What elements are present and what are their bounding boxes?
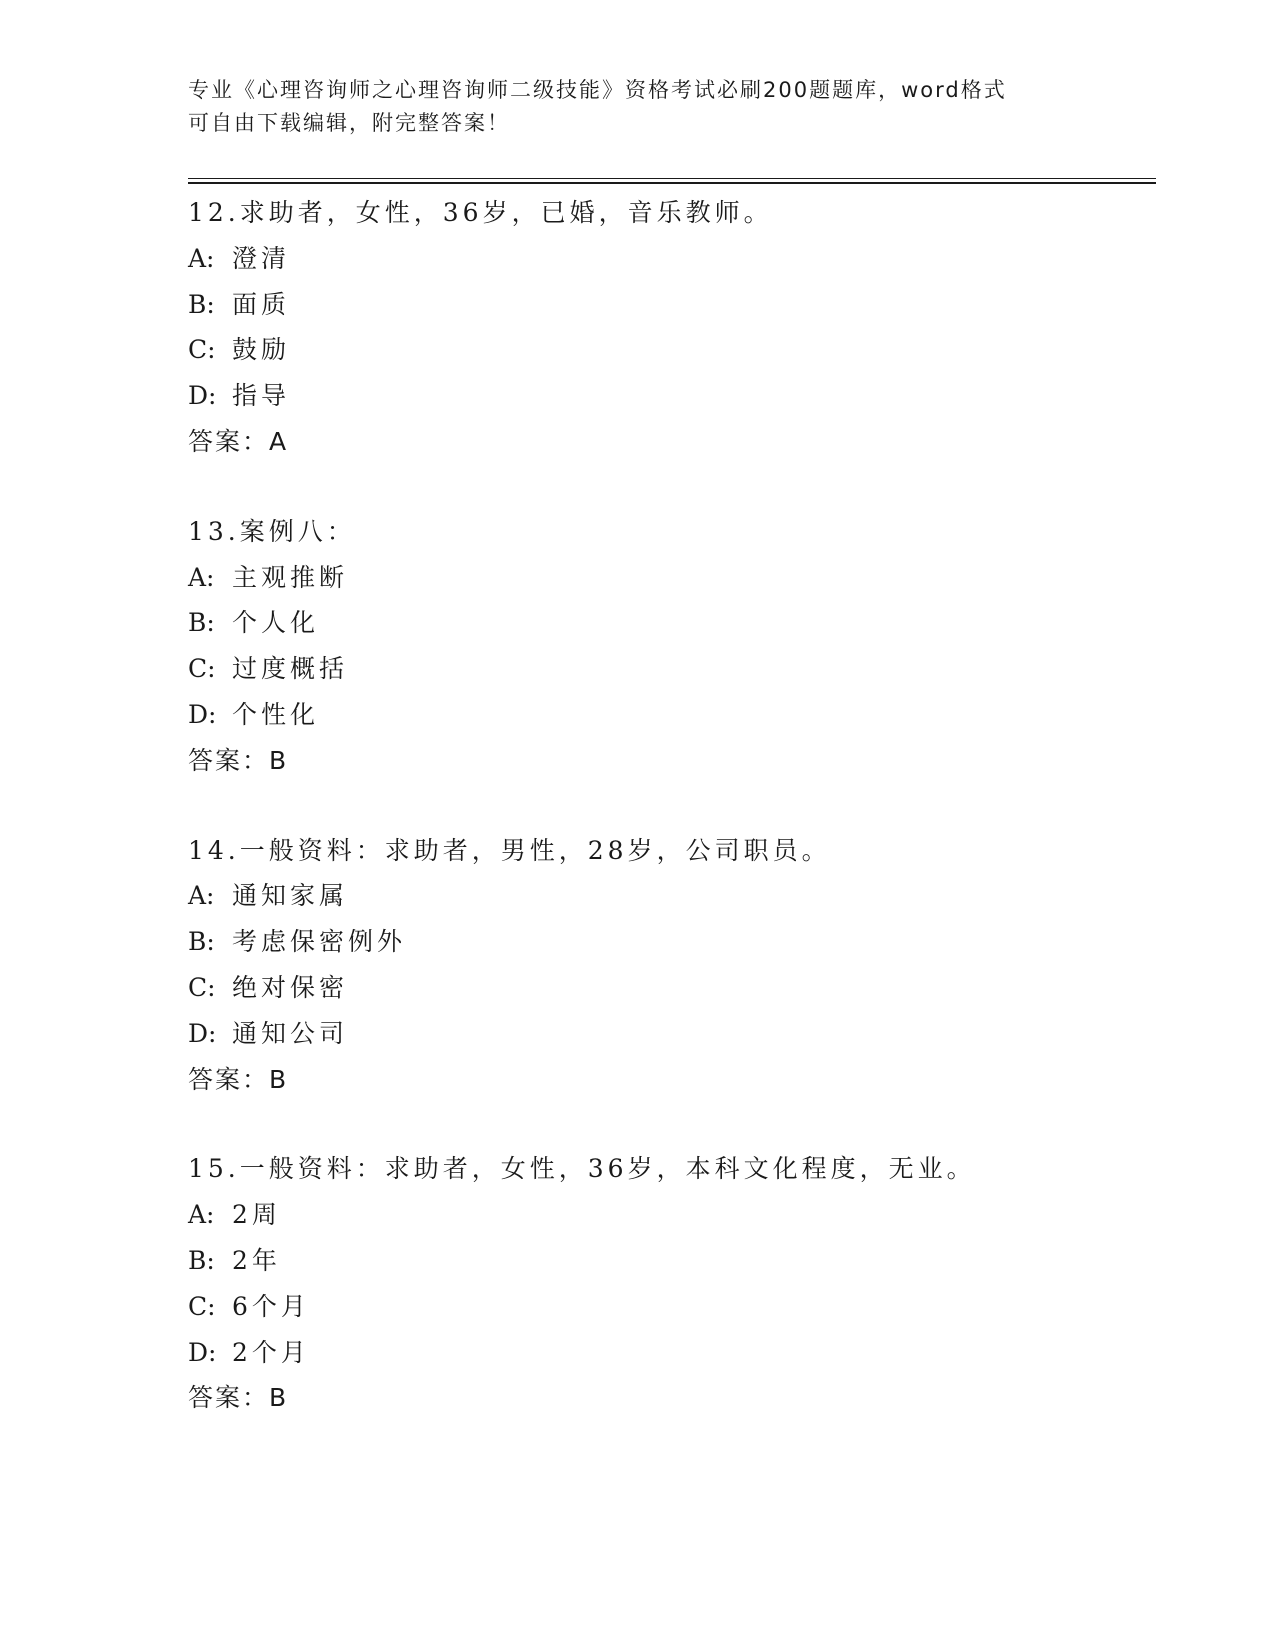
option-text: 鼓励 xyxy=(232,335,291,365)
option-text: 6个月 xyxy=(232,1291,310,1321)
option-label: D: xyxy=(188,381,217,411)
option-label: C: xyxy=(188,654,216,684)
answer-line: 答案：B xyxy=(188,745,289,775)
option-d xyxy=(188,1011,1148,1057)
option-text: 指导 xyxy=(232,381,291,411)
option-c xyxy=(188,327,1148,373)
question-stem: 12.求助者，女性，36岁，已婚，音乐教师。 xyxy=(188,198,773,227)
option-b xyxy=(188,282,1148,328)
option-text: 2周 xyxy=(232,1200,281,1230)
option-text: 个人化 xyxy=(232,608,320,638)
option-label: A: xyxy=(188,562,215,592)
option-b xyxy=(188,600,1148,646)
header-line-1: 专业《心理咨询师之心理咨询师二级技能》资格考试必刷200题题库，word格式 xyxy=(188,78,1007,102)
option-label: A: xyxy=(188,243,215,273)
answer-line: 答案：B xyxy=(188,1383,289,1413)
header-line-2: 可自由下载编辑，附完整答案！ xyxy=(188,111,510,135)
option-label: C: xyxy=(188,1291,216,1321)
question-stem: 13.案例八： xyxy=(188,516,356,546)
option-label: B: xyxy=(188,1245,215,1275)
option-a xyxy=(188,1192,1148,1238)
question-stem: 15.一般资料：求助者，女性，36岁，本科文化程度，无业。 xyxy=(188,1154,976,1184)
answer-line: 答案：B xyxy=(188,1064,289,1094)
question-12 xyxy=(188,190,1148,465)
option-text: 考虑保密例外 xyxy=(232,927,407,957)
option-label: D: xyxy=(188,1337,217,1367)
header-divider-thick xyxy=(188,182,1156,184)
option-label: C: xyxy=(188,335,216,365)
option-label: D: xyxy=(188,699,217,729)
option-text: 通知公司 xyxy=(232,1018,349,1048)
option-label: A: xyxy=(188,1200,215,1230)
option-text: 2个月 xyxy=(232,1337,310,1367)
option-c xyxy=(188,646,1148,692)
option-a xyxy=(188,236,1148,282)
option-label: B: xyxy=(188,927,215,957)
question-13 xyxy=(188,509,1148,784)
question-15 xyxy=(188,1146,1148,1421)
option-text: 绝对保密 xyxy=(232,972,349,1002)
document-header xyxy=(188,74,1068,140)
option-a xyxy=(188,873,1148,919)
option-text: 2年 xyxy=(232,1245,281,1275)
option-d xyxy=(188,373,1148,419)
option-text: 过度概括 xyxy=(232,654,349,684)
option-b xyxy=(188,919,1148,965)
answer-line: 答案：A xyxy=(188,426,289,456)
option-label: A: xyxy=(188,881,215,911)
question-stem: 14.一般资料：求助者，男性，28岁，公司职员。 xyxy=(188,835,831,865)
option-c xyxy=(188,1284,1148,1330)
option-label: D: xyxy=(188,1018,217,1048)
option-d xyxy=(188,1330,1148,1376)
option-c xyxy=(188,965,1148,1011)
option-text: 澄清 xyxy=(232,243,291,273)
option-text: 主观推断 xyxy=(232,562,349,592)
option-text: 个性化 xyxy=(232,699,320,729)
option-a xyxy=(188,555,1148,601)
option-b xyxy=(188,1238,1148,1284)
question-14 xyxy=(188,828,1148,1103)
option-label: B: xyxy=(188,608,215,638)
option-label: C: xyxy=(188,972,216,1002)
header-divider-thin xyxy=(188,178,1156,179)
option-d xyxy=(188,692,1148,738)
option-text: 面质 xyxy=(232,289,291,319)
question-list xyxy=(188,190,1148,1465)
option-text: 通知家属 xyxy=(232,881,349,911)
option-label: B: xyxy=(188,289,215,319)
